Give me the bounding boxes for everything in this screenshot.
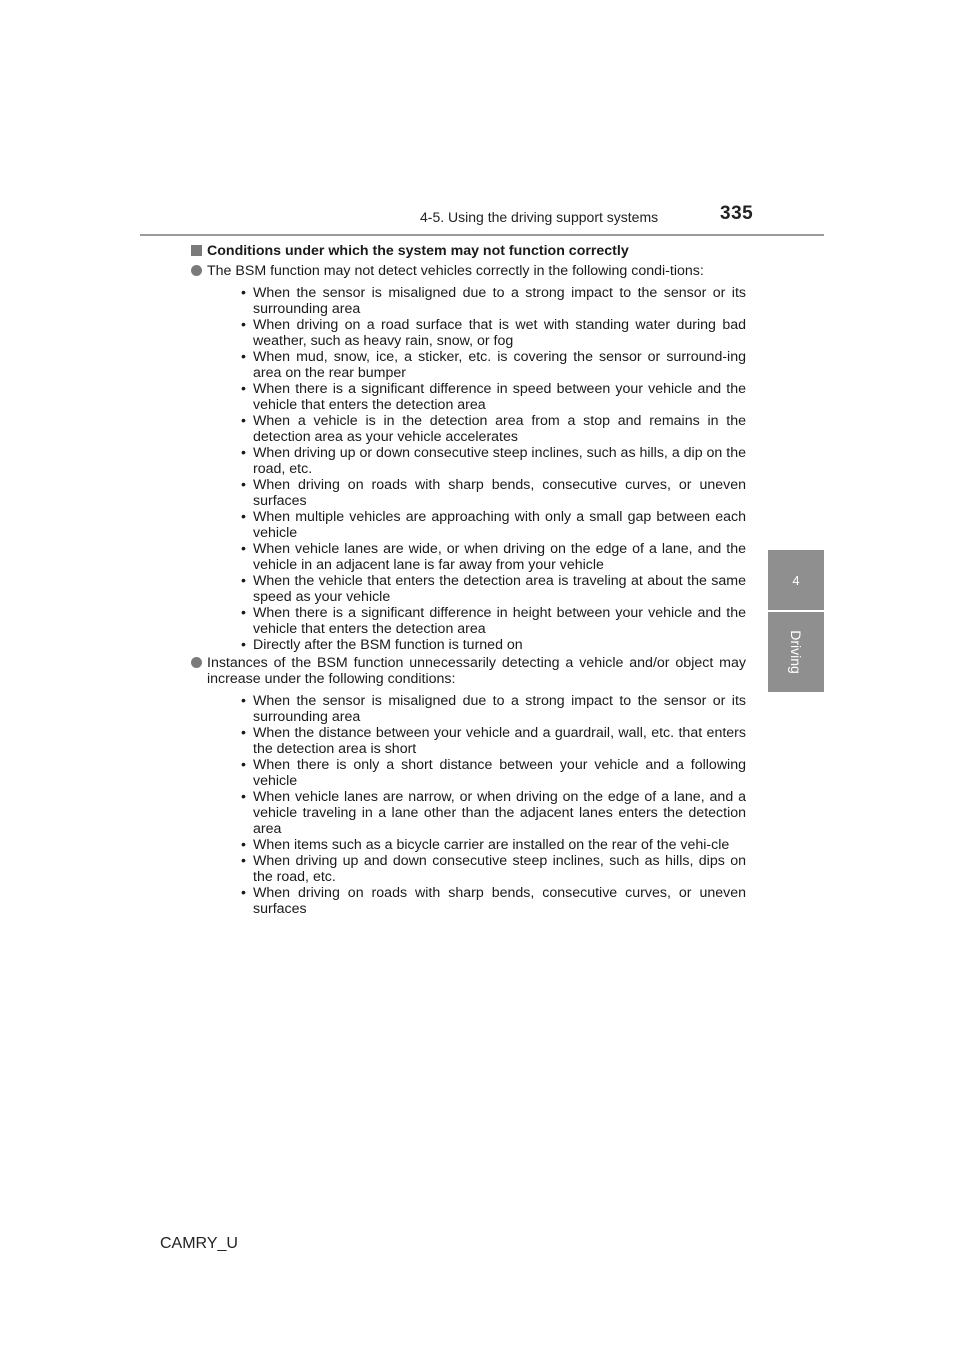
list-item: • When mud, snow, ice, a sticker, etc. is covering the sensor or surround-ing area on the rear bumper: [241, 349, 746, 381]
bullet-list: [190, 693, 746, 917]
square-bullet-icon: [191, 245, 202, 256]
list-item: • When driving on roads with sharp bends, consecutive curves, or uneven surfaces: [241, 885, 746, 917]
page-number: 335: [720, 203, 754, 224]
page-content: [190, 243, 746, 919]
section-heading-text: Conditions under which the system may not function correctly: [207, 243, 629, 259]
list-item: • When driving on a road surface that is wet with standing water during bad weather, such as heavy rain, snow, or fog: [241, 317, 746, 349]
list-item: • When the sensor is misaligned due to a strong impact to the sensor or its surrounding area: [241, 285, 746, 317]
footer-model-code: CAMRY_U: [160, 1235, 238, 1252]
condition-point: [190, 263, 746, 279]
chapter-tab-label: Driving: [788, 630, 804, 674]
page-section-title: 4-5. Using the driving support systems: [420, 209, 659, 225]
list-item: • When driving on roads with sharp bends, consecutive curves, or uneven surfaces: [241, 477, 746, 509]
list-item: • When the sensor is misaligned due to a strong impact to the sensor or its surrounding area: [241, 693, 746, 725]
circle-bullet-icon: [191, 657, 202, 668]
list-item: • When the distance between your vehicle and a guardrail, wall, etc. that enters the detection area is short: [241, 725, 746, 757]
chapter-tab-number: 4: [768, 550, 824, 610]
circle-bullet-icon: [191, 265, 202, 276]
list-item: • When there is a significant difference in speed between your vehicle and the vehicle that enters the detection area: [241, 381, 746, 413]
list-item: • Directly after the BSM function is turned on: [241, 637, 523, 653]
list-item: • When items such as a bicycle carrier are installed on the rear of the vehi-cle: [241, 837, 730, 853]
section-heading: [190, 243, 746, 259]
list-item: • When multiple vehicles are approaching with only a small gap between each vehicle: [241, 509, 746, 541]
list-item: • When vehicle lanes are wide, or when driving on the edge of a lane, and the vehicle in an adjacent lane is far away from your vehicle: [241, 541, 746, 573]
list-item: • When driving up and down consecutive steep inclines, such as hills, dips on the road, etc.: [241, 853, 746, 885]
condition-point: [190, 655, 746, 687]
list-item: • When driving up or down consecutive steep inclines, such as hills, a dip on the road, etc.: [241, 445, 746, 477]
list-item: • When there is a significant difference in height between your vehicle and the vehicle that enters the detection area: [241, 605, 746, 637]
list-item: • When the vehicle that enters the detection area is traveling at about the same speed as your vehicle: [241, 573, 746, 605]
list-item: • When vehicle lanes are narrow, or when driving on the edge of a lane, and a vehicle traveling in a lane other than the adjacent lanes enters the detection area: [241, 789, 746, 837]
point-text: The BSM function may not detect vehicles correctly in the following condi-tions:: [207, 263, 704, 279]
chapter-tab: [768, 612, 824, 692]
header-divider: [140, 234, 824, 236]
list-item: • When there is only a short distance between your vehicle and a following vehicle: [241, 757, 746, 789]
list-item: • When a vehicle is in the detection area from a stop and remains in the detection area as your vehicle accelerates: [241, 413, 746, 445]
point-text: Instances of the BSM function unnecessarily detecting a vehicle and/or object may increase under the following conditions:: [207, 655, 746, 687]
bullet-list: [190, 285, 746, 653]
